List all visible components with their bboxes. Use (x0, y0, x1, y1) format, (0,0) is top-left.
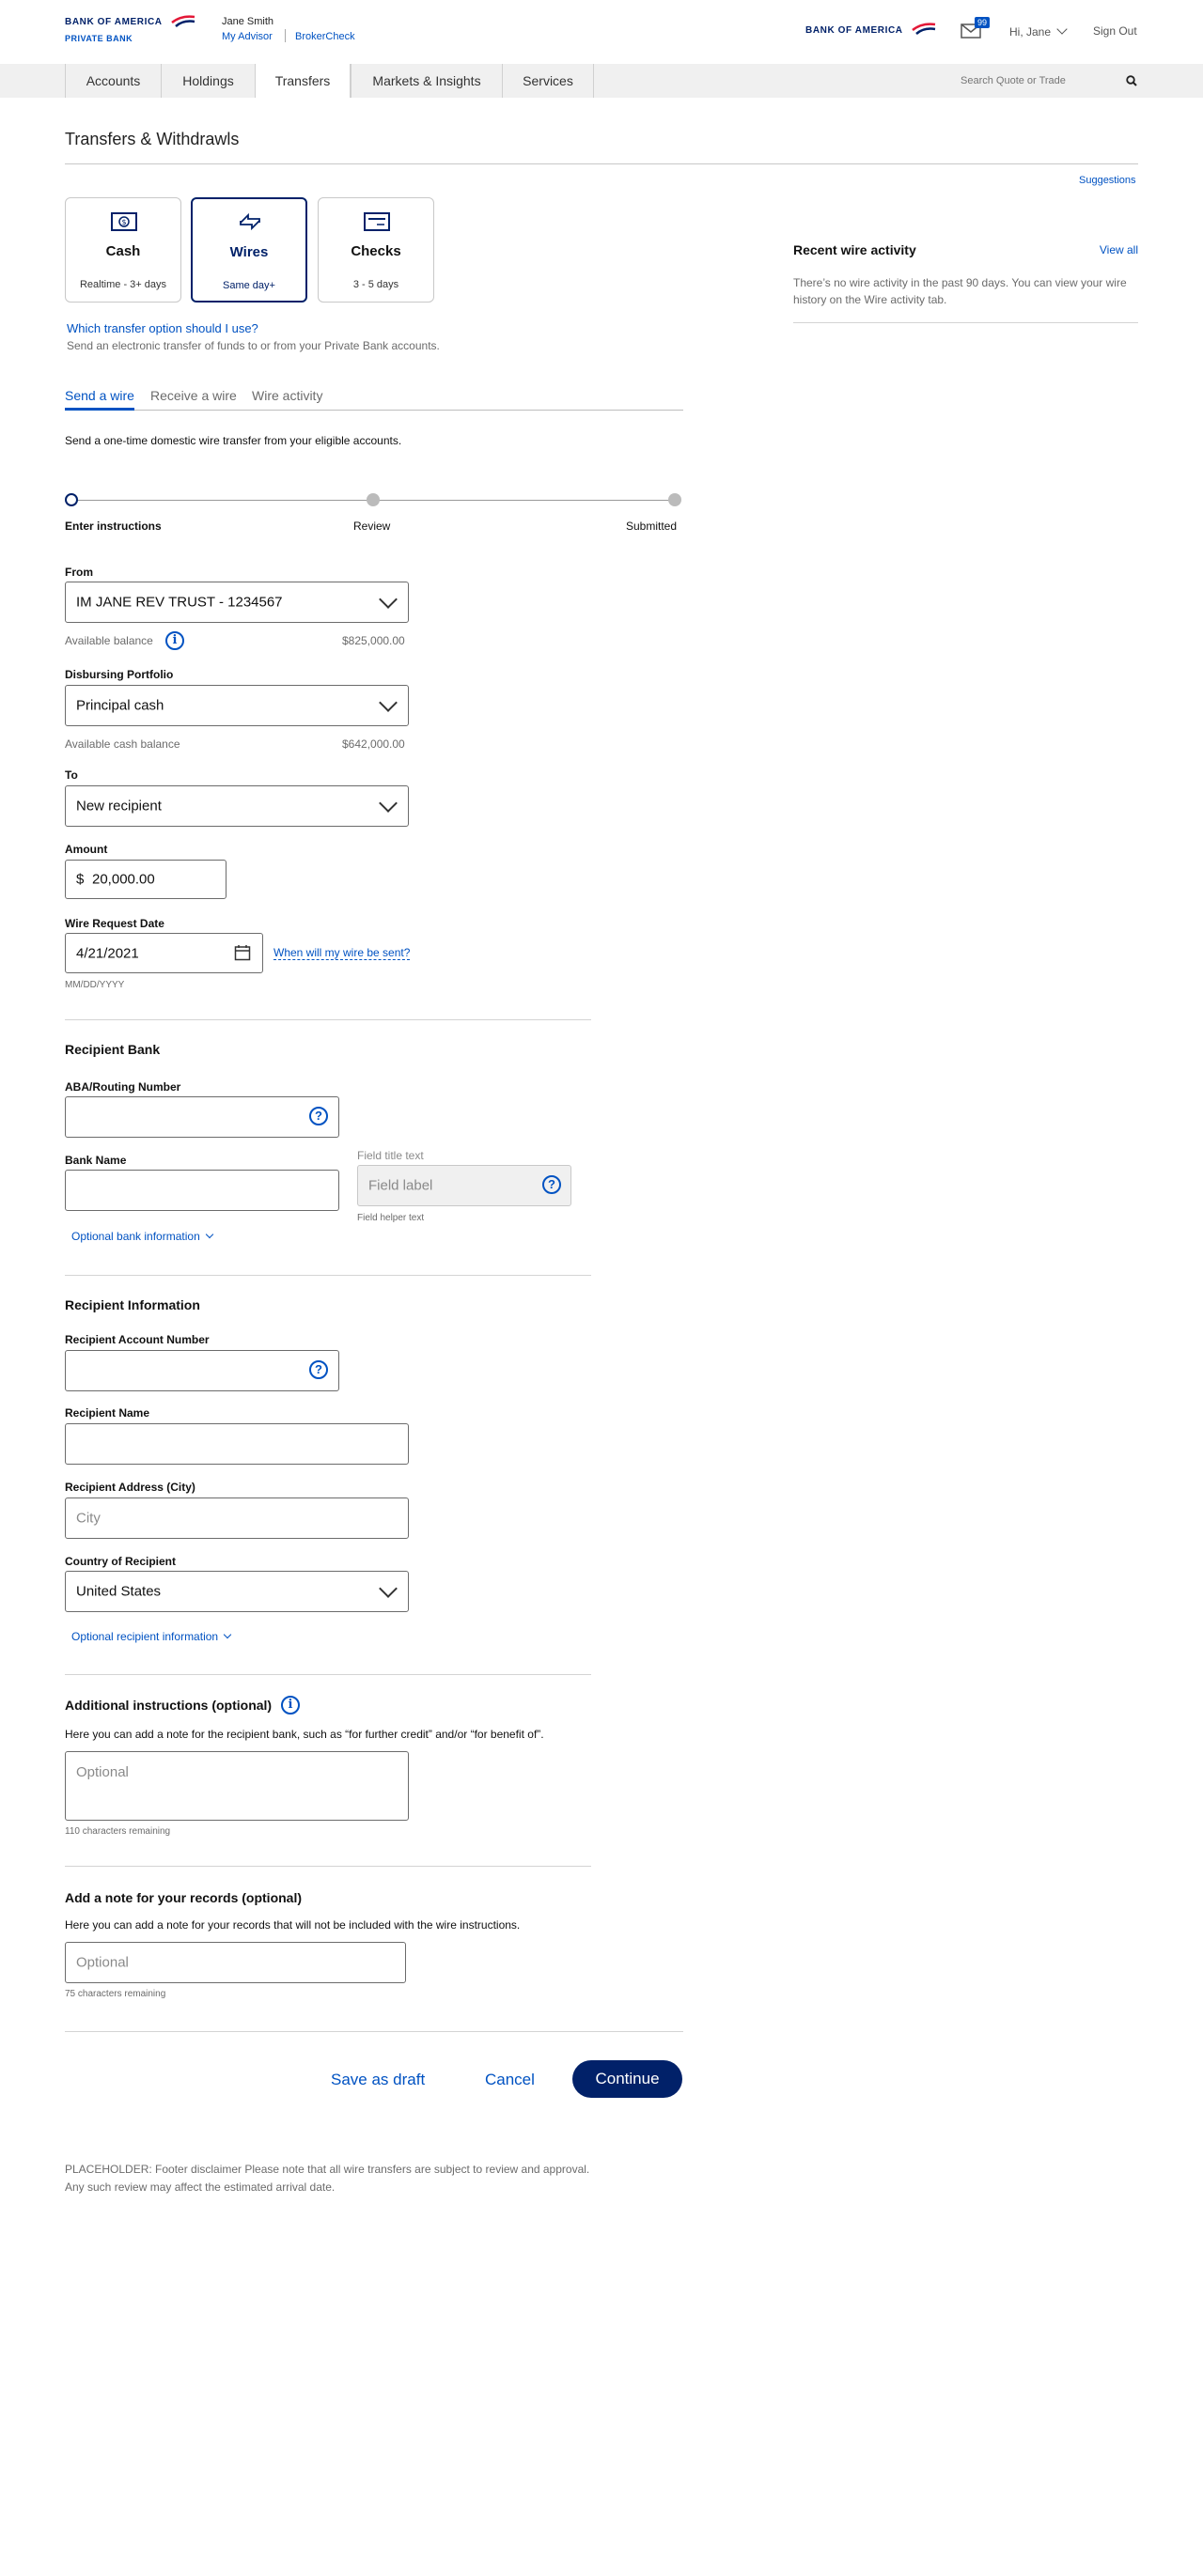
chevron-down-icon (379, 1579, 398, 1598)
from-select-value: IM JANE REV TRUST - 1234567 (76, 594, 283, 611)
tab-receive-wire[interactable]: Receive a wire (150, 388, 237, 403)
disabled-field-placeholder: Field label (368, 1177, 433, 1194)
nav-item-label: Transfers (274, 73, 331, 88)
info-icon[interactable]: i (165, 631, 184, 650)
section-divider (65, 1866, 591, 1867)
note-input[interactable] (65, 1942, 406, 1983)
section-divider (65, 1275, 591, 1276)
recipient-account-input[interactable] (65, 1350, 339, 1391)
option-subtitle: Same day+ (223, 280, 275, 291)
available-balance-value: $825,000.00 (342, 634, 405, 647)
search-input[interactable] (961, 71, 1111, 90)
option-card-cash[interactable] (65, 197, 181, 303)
aba-label: ABA/Routing Number (65, 1080, 181, 1094)
svg-text:$: $ (121, 218, 127, 226)
option-subtitle: 3 - 5 days (352, 279, 399, 290)
disabled-field-input (357, 1165, 571, 1206)
section-divider (65, 1019, 591, 1020)
amount-currency: $ (76, 871, 85, 888)
check-icon (364, 211, 390, 232)
user-name: Jane Smith (222, 16, 274, 27)
additional-placeholder: Optional (76, 1764, 129, 1780)
note-description: Here you can add a note for your records that will not be included with the wire instructions. (65, 1918, 521, 1932)
brand-logo[interactable] (65, 15, 196, 49)
date-label: Wire Request Date (65, 917, 164, 930)
recent-wire-panel (793, 242, 1138, 323)
recipient-city-input[interactable] (65, 1497, 409, 1539)
nav-item-label: Holdings (182, 73, 234, 88)
note-heading: Add a note for your records (optional) (65, 1890, 303, 1905)
nav-item-markets[interactable] (351, 64, 502, 98)
bank-name-input[interactable] (65, 1170, 339, 1211)
quote-search[interactable] (957, 70, 1139, 92)
optional-bank-info-link[interactable] (71, 1230, 212, 1243)
available-balance-label: Available balance (65, 634, 153, 647)
portfolio-select[interactable] (65, 685, 409, 726)
nav-item-transfers[interactable] (255, 64, 351, 98)
additional-remaining: 110 characters remaining (65, 1826, 171, 1837)
my-advisor-link[interactable]: My Advisor (222, 31, 273, 42)
flag-icon (170, 15, 196, 28)
nav-item-accounts[interactable] (65, 64, 161, 98)
option-card-wires[interactable] (191, 197, 307, 303)
country-label: Country of Recipient (65, 1555, 177, 1568)
recipient-bank-heading: Recipient Bank (65, 1042, 161, 1057)
right-brand-logo-text: BANK OF AMERICA (805, 25, 903, 36)
recent-wire-title: Recent wire activity (793, 242, 916, 257)
step-label-current: Enter instructions (65, 520, 162, 533)
date-value: 4/21/2021 (76, 945, 139, 961)
additional-description: Here you can add a note for the recipient bank, such as “for further credit” and/or “for benefit of”. (65, 1728, 544, 1741)
brand-logo-text: BANK OF AMERICA (65, 17, 163, 27)
footer-disclaimer: PLACEHOLDER: Footer disclaimer Please note that all wire transfers are subject to review and approval. Any such review may affect the estimated arrival date. (65, 2163, 590, 2194)
which-option-description: Send an electronic transfer of funds to or from your Private Bank accounts. (67, 339, 440, 352)
bank-name-label: Bank Name (65, 1154, 127, 1167)
available-cash-label: Available cash balance (65, 737, 180, 751)
brand-sub-text: PRIVATE BANK (65, 34, 133, 43)
available-cash-value: $642,000.00 (342, 737, 405, 751)
step-dot-current (65, 493, 78, 506)
actions-divider (65, 2031, 683, 2032)
info-icon[interactable]: i (281, 1696, 300, 1715)
recipient-info-heading: Recipient Information (65, 1297, 200, 1312)
wire-icon (237, 211, 263, 232)
mail-count-badge: 99 (975, 17, 990, 28)
amount-input[interactable] (65, 860, 227, 899)
sign-out-link[interactable]: Sign Out (1093, 24, 1137, 38)
step-dot-submitted (668, 493, 681, 506)
recipient-name-input[interactable] (65, 1423, 409, 1465)
cash-icon (111, 211, 137, 232)
date-helper-text: MM/DD/YYYY (65, 980, 125, 990)
search-icon[interactable] (1126, 75, 1137, 86)
aba-input[interactable] (65, 1096, 339, 1138)
additional-heading: Additional instructions (optional) (65, 1698, 273, 1713)
intro-text: Send a one-time domestic wire transfer from your eligible accounts. (65, 434, 402, 447)
chevron-down-icon (379, 693, 398, 712)
field-title-text: Field title text (357, 1149, 424, 1162)
chevron-down-icon (379, 794, 398, 813)
optional-recipient-info-label: Optional recipient information (71, 1630, 219, 1643)
nav-item-services[interactable] (502, 64, 594, 98)
nav-item-label: Markets & Insights (372, 73, 481, 88)
recipient-city-label: Recipient Address (City) (65, 1481, 195, 1494)
optional-recipient-info-link[interactable] (71, 1630, 230, 1643)
field-helper-text: Field helper text (357, 1213, 425, 1223)
help-icon[interactable]: ? (309, 1107, 328, 1125)
active-tab-indicator (65, 408, 134, 411)
header-divider (285, 29, 286, 42)
section-divider (65, 1674, 591, 1675)
recipient-account-label: Recipient Account Number (65, 1333, 210, 1346)
tab-send-wire[interactable]: Send a wire (65, 388, 134, 403)
portfolio-select-value: Principal cash (76, 697, 164, 714)
right-flag-icon (911, 23, 937, 36)
note-remaining: 75 characters remaining (65, 1989, 166, 1999)
which-option-link[interactable]: Which transfer option should I use? (67, 321, 258, 335)
help-icon[interactable]: ? (309, 1360, 328, 1379)
chevron-down-icon (224, 1631, 231, 1638)
nav-item-holdings[interactable] (161, 64, 255, 98)
option-title: Wires (229, 244, 269, 260)
calendar-icon[interactable] (234, 944, 251, 961)
from-label: From (65, 566, 93, 579)
continue-button[interactable]: Continue (572, 2060, 682, 2098)
portfolio-label: Disbursing Portfolio (65, 668, 174, 681)
to-select[interactable] (65, 785, 409, 827)
optional-bank-info-label: Optional bank information (71, 1230, 200, 1243)
chevron-down-icon (1056, 23, 1067, 34)
step-label-submitted: Submitted (626, 520, 678, 533)
to-select-value: New recipient (76, 798, 162, 815)
date-input[interactable] (65, 933, 263, 973)
from-select[interactable] (65, 582, 409, 623)
tabs-divider (65, 410, 683, 411)
step-dot-review (367, 493, 380, 506)
option-title: Checks (351, 243, 401, 259)
cancel-button[interactable]: Cancel (485, 2071, 535, 2088)
note-placeholder: Optional (76, 1954, 129, 1971)
option-card-checks[interactable] (318, 197, 434, 303)
amount-value: 20,000.00 (92, 871, 155, 888)
mail-button[interactable] (961, 17, 994, 41)
right-brand-logo[interactable] (805, 23, 937, 39)
country-select[interactable] (65, 1571, 409, 1612)
option-subtitle: Realtime - 3+ days (79, 279, 166, 290)
brokercheck-link[interactable]: BrokerCheck (295, 31, 355, 42)
step-label-review: Review (353, 520, 391, 533)
title-divider (65, 163, 1138, 164)
chevron-down-icon (379, 590, 398, 609)
recipient-name-label: Recipient Name (65, 1406, 150, 1420)
greeting-text: Hi, Jane (1009, 25, 1052, 39)
additional-textarea[interactable] (65, 1751, 409, 1821)
save-draft-button[interactable]: Save as draft (331, 2071, 426, 2088)
city-placeholder: City (76, 1510, 101, 1527)
nav-item-label: Services (523, 73, 573, 88)
help-icon: ? (542, 1175, 561, 1194)
tab-wire-activity[interactable]: Wire activity (252, 388, 323, 403)
country-select-value: United States (76, 1583, 162, 1600)
to-label: To (65, 768, 78, 782)
when-sent-link[interactable]: When will my wire be sent? (273, 946, 411, 959)
suggestions-link[interactable]: Suggestions (1079, 175, 1136, 186)
nav-item-label: Accounts (86, 73, 141, 88)
view-all-link[interactable]: View all (1099, 243, 1138, 256)
amount-label: Amount (65, 843, 108, 856)
option-title: Cash (105, 243, 141, 259)
chevron-down-icon (206, 1231, 213, 1238)
page-title: Transfers & Withdrawls (65, 130, 240, 148)
user-menu[interactable] (1009, 24, 1070, 39)
recent-wire-text: There’s no wire activity in the past 90 days. You can view your wire history on the Wire activity tab. (793, 276, 1127, 306)
recent-wire-divider (793, 322, 1138, 323)
